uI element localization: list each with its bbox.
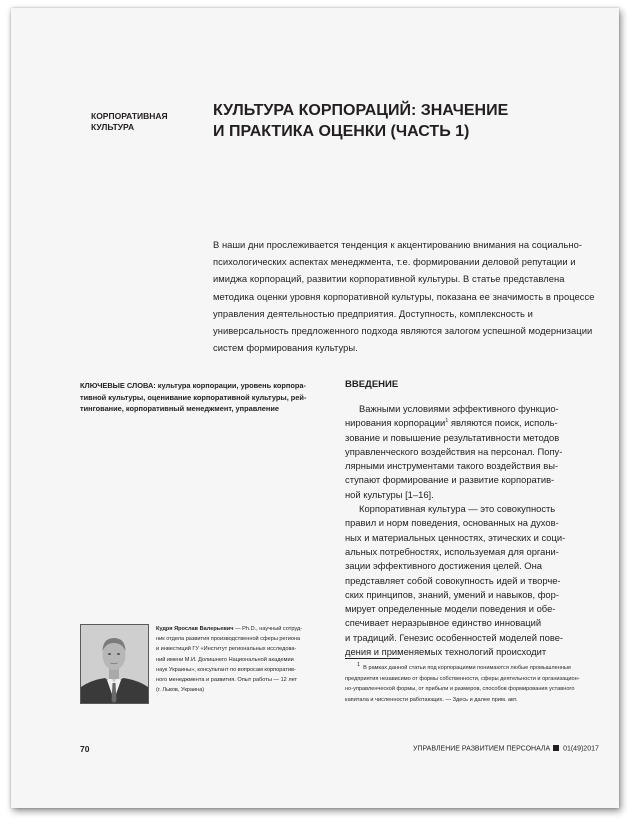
body-line: ной культуры [1–16]. bbox=[345, 488, 434, 500]
title-line: КУЛЬТУРА КОРПОРАЦИЙ: ЗНАЧЕНИЕ bbox=[213, 102, 509, 119]
keywords-line: КЛЮЧЕВЫЕ СЛОВА: культура корпорации, уровень корпора- bbox=[80, 381, 306, 390]
abstract: В наши дни прослеживается тенденция к акцентированию внимания на социально-психологических аспектах менеджмента, т.е. формировании деловой репутации и имиджа корпораций, развитии корпоративной культуры. В статье представлена методика оценки уровня корпоративной культуры, показана ее значимость в процессе управления деятельностью предприятия. Доступность, комплексность и универсальность предложенного подхода являются залогом успешной модернизации систем формирования культуры. bbox=[213, 239, 595, 354]
bio-line: (г. Львов, Украина) bbox=[156, 687, 205, 694]
footnote-line: капитала и численности работающих. — Здесь и далее прим. авт. bbox=[345, 696, 518, 703]
body-line: и традиций. Генезис особенностей моделей пове- bbox=[345, 631, 564, 643]
body-line: зации эффективного достижения целей. Она bbox=[345, 560, 542, 572]
bio-text: — Ph.D., научный сотруд- bbox=[233, 626, 303, 632]
section-label-line: КУЛЬТУРА bbox=[91, 122, 135, 132]
body-line: Важными условиями эффективного функцио- bbox=[359, 403, 559, 414]
square-bullet-icon bbox=[553, 745, 559, 751]
bio-line: ний имени М.И. Долишнего Национальной академии bbox=[156, 656, 294, 663]
keywords-line: тивной культуры, оценивание корпоративной культуры, рей- bbox=[80, 392, 307, 402]
footnote-line: предприятия независимо от формы собственности, сферы деятельности и организацион- bbox=[345, 675, 580, 682]
body-line: зование и повышение результативности методов bbox=[345, 431, 560, 443]
author-photo bbox=[80, 624, 149, 704]
keywords bbox=[80, 380, 315, 415]
body-line: управленческого воздействия на персонал. Попу- bbox=[345, 445, 563, 457]
page-number: 70 bbox=[80, 744, 90, 754]
body-line: альных потребностях, используемая для органи- bbox=[345, 545, 559, 557]
footnote-divider bbox=[345, 658, 400, 659]
body-line: мирует определенные модели поведения и обе- bbox=[345, 603, 556, 615]
footnote bbox=[345, 663, 593, 705]
footnote-line: но-управленческой формы, от прибыли и размеров, способов формирования уставного bbox=[345, 686, 575, 693]
body-line-part: являются поиск, исполь- bbox=[448, 417, 558, 429]
body-line: спечивает неразрывное единство инноваций bbox=[345, 617, 542, 629]
article-title bbox=[213, 100, 593, 142]
bio-line bbox=[156, 624, 321, 634]
footnote-line bbox=[345, 663, 593, 674]
body-line: ступают формирование и развитие корпоратив- bbox=[345, 474, 555, 486]
author-name: Кудря Ярослав Валерьевич bbox=[156, 626, 234, 632]
footnote-text: В рамках данной статьи под корпорациями понимаются любые промышленные bbox=[363, 665, 572, 671]
section-label bbox=[91, 111, 191, 133]
title-line: И ПРАКТИКА ОЦЕНКИ (ЧАСТЬ 1) bbox=[213, 123, 470, 140]
body-line-with-footnote bbox=[345, 416, 590, 430]
running-footer bbox=[413, 745, 599, 753]
keywords-line: тингование, корпоративный менеджмент, управление bbox=[80, 404, 279, 413]
author-bio bbox=[156, 624, 321, 695]
body-line: представляет собой совокупность идей и творче- bbox=[345, 574, 561, 586]
body-line: правил и норм поведения, основанных на духов- bbox=[345, 517, 559, 529]
footnote-ref[interactable]: 1 bbox=[445, 418, 449, 425]
issue-number: 01(49)2017 bbox=[563, 745, 599, 753]
bio-line: наук Украины», консультант по вопросам корпоратив- bbox=[156, 666, 296, 673]
body-line: лярными инструментами такого воздействия вы- bbox=[345, 460, 559, 472]
bio-line: ного менеджмента и развития. Опыт работы — 12 лет bbox=[156, 677, 298, 684]
section-heading: ВВЕДЕНИЕ bbox=[345, 379, 399, 390]
bio-line: ник отдела развития производственной сферы региона bbox=[156, 636, 301, 643]
footnote-mark: 1 bbox=[357, 662, 361, 669]
body-line: ских принципов, знаний, умений и навыков, фор- bbox=[345, 588, 559, 600]
body-line-part: нирования корпорации bbox=[345, 417, 446, 429]
body-line: дения и применяемых технологий происходит bbox=[345, 646, 547, 658]
bio-line: и инвестиций ГУ «Институт региональных исследова- bbox=[156, 646, 297, 653]
body-line: Корпоративная культура — это совокупность bbox=[359, 503, 556, 515]
section-label-line: КОРПОРАТИВНАЯ bbox=[91, 111, 168, 121]
journal-title: УПРАВЛЕНИЕ РАЗВИТИЕМ ПЕРСОНАЛА bbox=[413, 745, 551, 753]
body-text bbox=[345, 402, 590, 659]
body-line: ных и материальных ценностях, этических и соци- bbox=[345, 531, 566, 543]
